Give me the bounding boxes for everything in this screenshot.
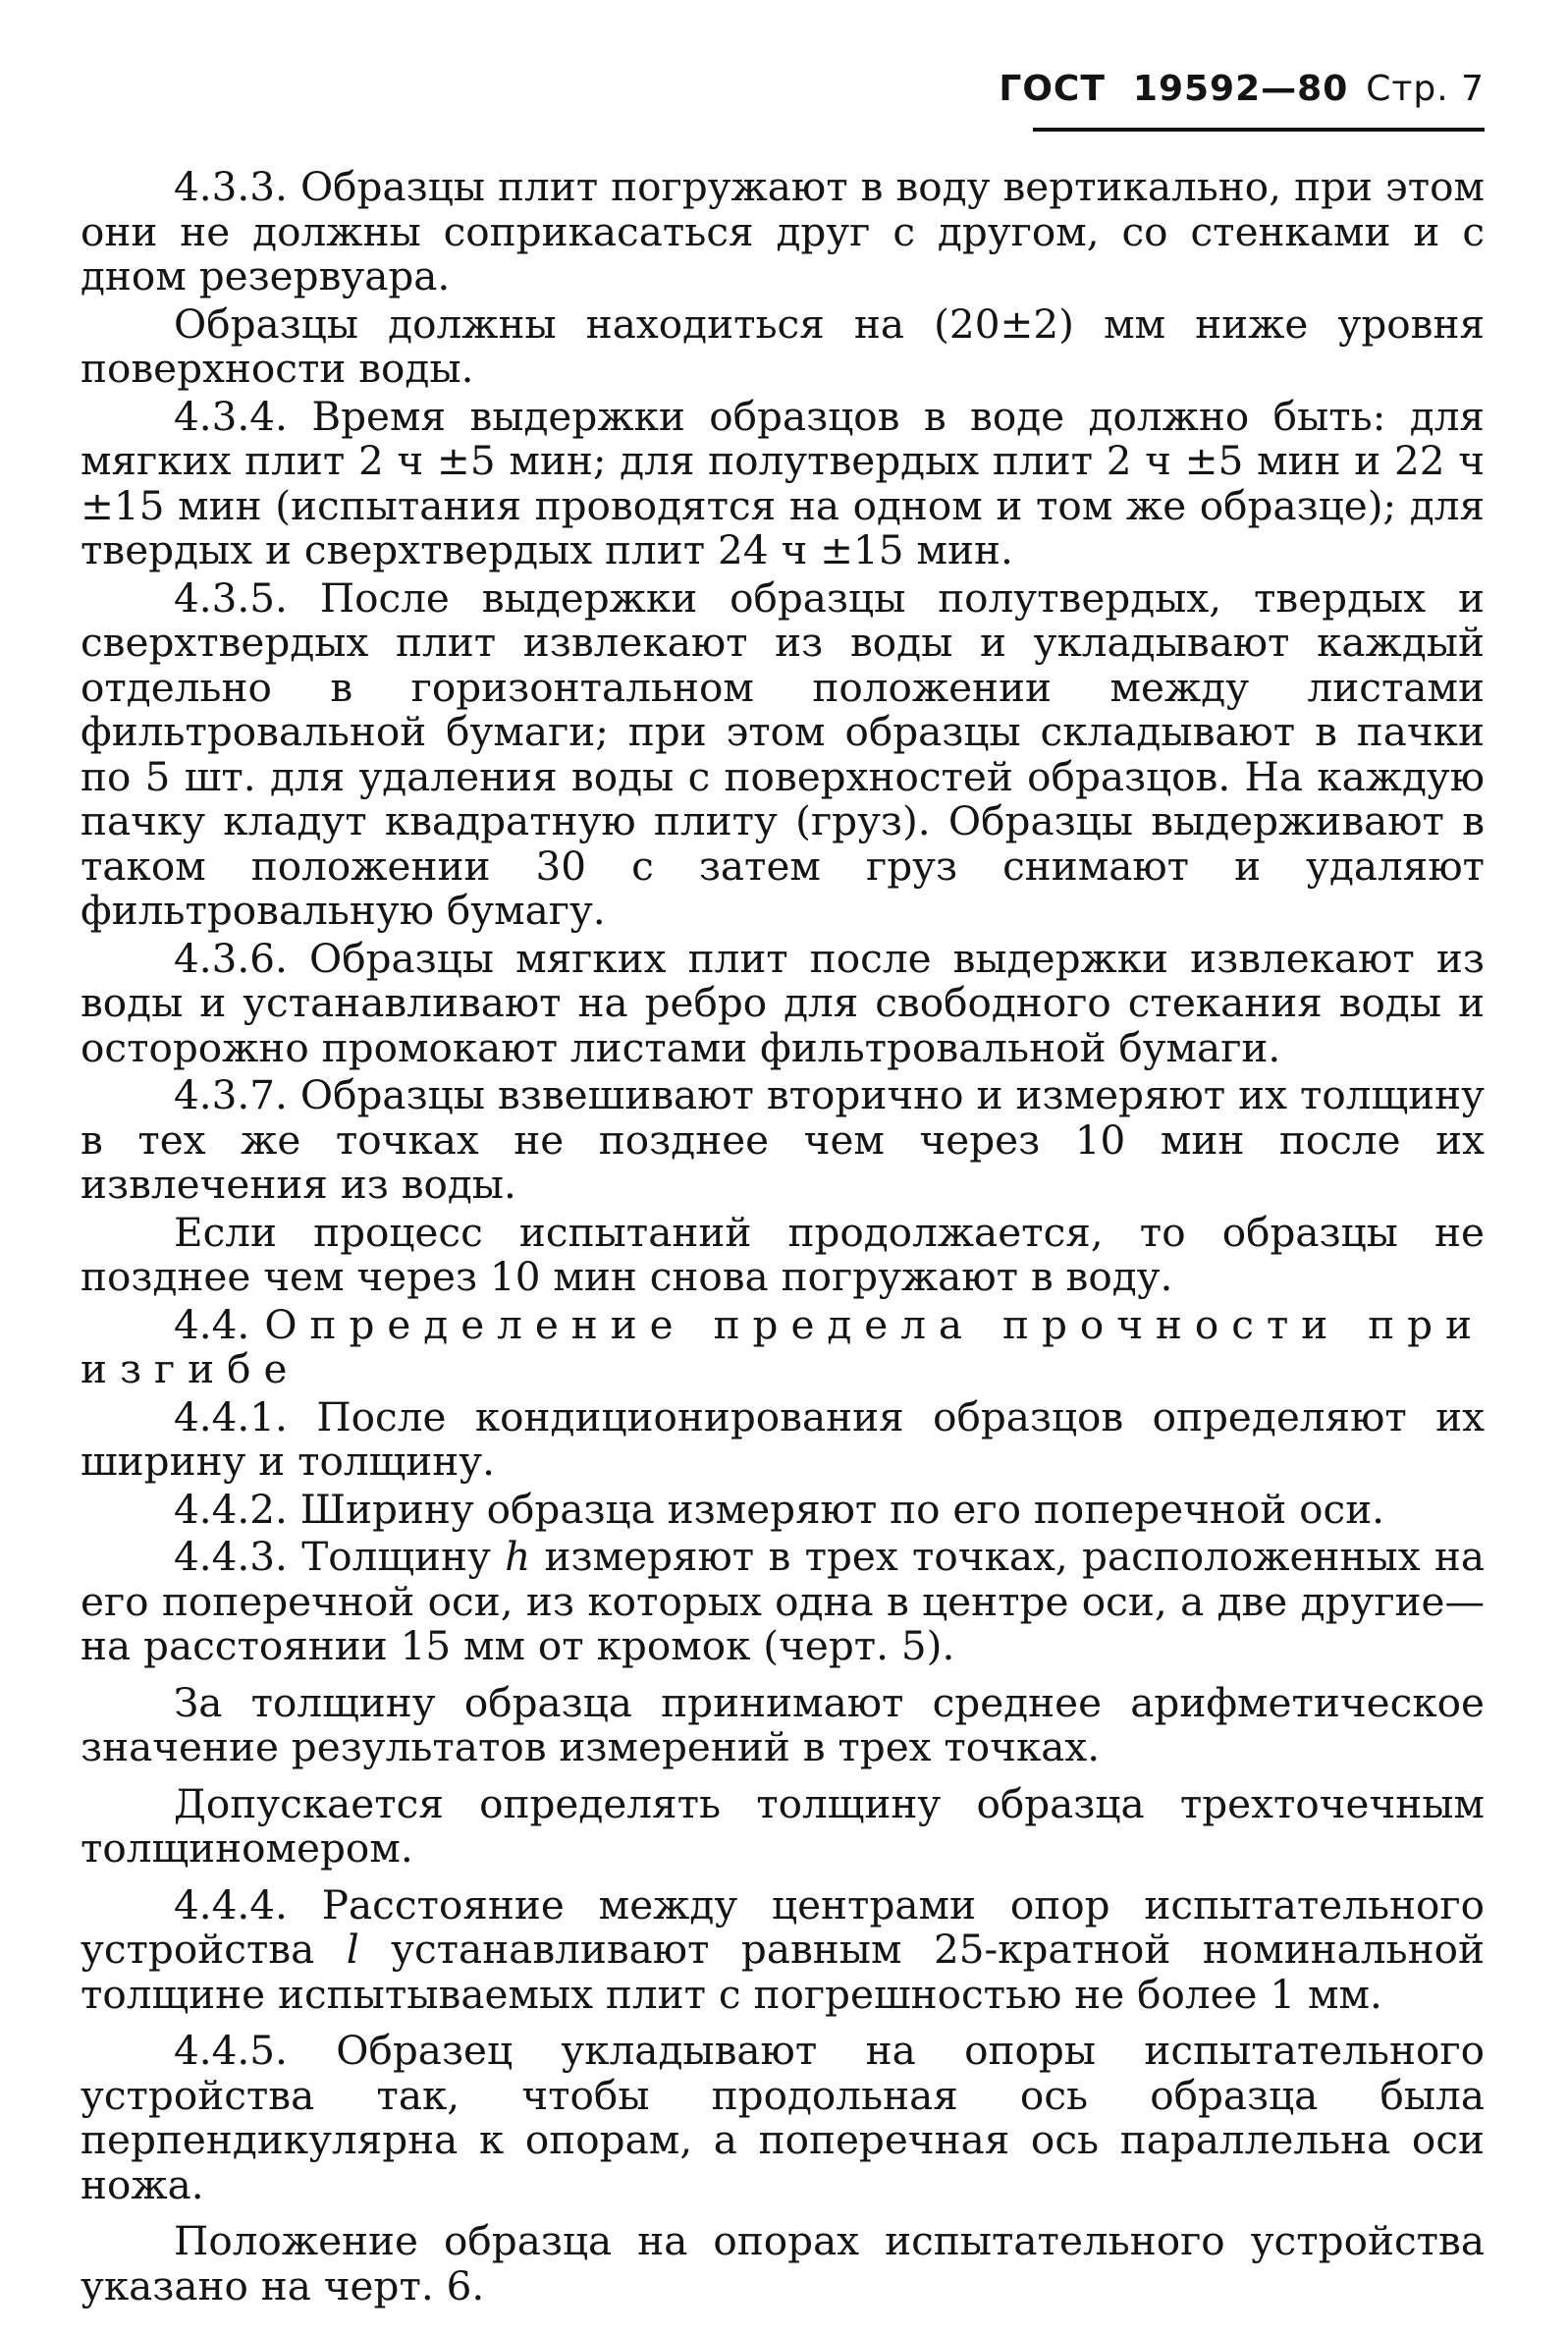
paragraph-4-4-5: 4.4.5. Образец укладывают на опоры испытательного устройства так, чтобы продольная ось образца была перпендикулярна к опорам, а поперечная ось параллельна оси ножа. (81, 2027, 1485, 2208)
paragraph-4-3-6: 4.3.6. Образцы мягких плит после выдержки извлекают из воды и устанавливают на ребро для свободного стекания воды и осторожно промокают листами фильтровальной бумаги. (81, 934, 1485, 1071)
header-rule (1033, 128, 1485, 132)
section-number: 4.4. (174, 1300, 250, 1348)
paragraph-text: устанавливают равным 25-кратной номинальной толщине испытываемых плит с погрешностью не более 1 мм. (81, 1926, 1485, 2018)
paragraph-text: измеряют в трех точках, расположенных на его поперечной оси, из которых одна в центре оси, а две другие— на расстоянии 15 мм от кромок (черт. 5). (81, 1533, 1486, 1669)
paragraph-4-4-3-average: За толщину образца принимают среднее арифметическое значение результатов измерений в трех точках. (81, 1678, 1485, 1770)
paragraph-4-3-5: 4.3.5. После выдержки образцы полутвердых, твердых и сверхтвердых плит извлекают из воды и укладывают каждый отдельно в горизонтальном положении между листами фильтровальной бумаги; при этом образцы складывают в пачки по 5 шт. для удаления воды с поверхностей образцов. На каждую пачку кладут квадратную плиту (груз). Образцы выдерживают в таком положении 30 с затем груз снимают и удаляют фильтровальную бумагу. (81, 573, 1485, 934)
paragraph-4-3-7-note: Если процесс испытаний продолжается, то образцы не позднее чем через 10 мин снова погружают в воду. (81, 1208, 1485, 1300)
paragraph-text: 4.4.3. Толщину (174, 1533, 506, 1580)
paragraph-4-3-7: 4.3.7. Образцы взвешивают вторично и измеряют их толщину в тех же точках не позднее чем через 10 мин после их извлечения из воды. (81, 1071, 1485, 1208)
thickness-symbol: h (505, 1533, 531, 1580)
paragraph-4-4-5-note: Положение образца на опорах испытательного устройства указано на черт. 6. (81, 2217, 1485, 2309)
paragraph-4-4-3-gauge: Допускается определять толщину образца трехточечным толщиномером. (81, 1779, 1485, 1872)
standard-number: 19592—80 (1132, 69, 1349, 109)
section-title: Определение предела прочности при изгибе (81, 1300, 1486, 1392)
paragraph-4-4-3 (81, 1535, 1485, 1669)
paragraph-4-4-2: 4.4.2. Ширину образца измеряют по его поперечной оси. (174, 1485, 1385, 1533)
paragraph-4-3-3-note: Образцы должны находиться на (20±2) мм ниже уровня поверхности воды. (81, 299, 1485, 392)
section-heading-4-4 (81, 1300, 1486, 1392)
paragraph-4-4-1: 4.4.1. После кондиционирования образцов определяют их ширину и толщину. (81, 1392, 1485, 1485)
paragraph-4-4-4 (81, 1880, 1485, 2018)
paragraph-4-3-4: 4.3.4. Время выдержки образцов в воде должно быть: для мягких плит 2 ч ±5 мин; для полутвердых плит 2 ч ±5 мин и 22 ч ±15 мин (испытания проводятся на одном и том же образце); для твердых и сверхтвердых плит 24 ч ±15 мин. (81, 392, 1485, 573)
standard-label: ГОСТ (999, 69, 1106, 109)
paragraph-text: 4.4.4. Расстояние между центрами опор испытательного устройства (81, 1880, 1485, 1973)
span-symbol: l (346, 1926, 359, 1973)
document-body (81, 165, 1485, 2311)
page-header (999, 69, 1485, 109)
paragraph-4-3-3: 4.3.3. Образцы плит погружают в воду вертикально, при этом они не должны соприкасаться друг с другом, со стенками и с дном резервуара. (81, 163, 1485, 299)
page-number: Стр. 7 (1366, 69, 1485, 109)
